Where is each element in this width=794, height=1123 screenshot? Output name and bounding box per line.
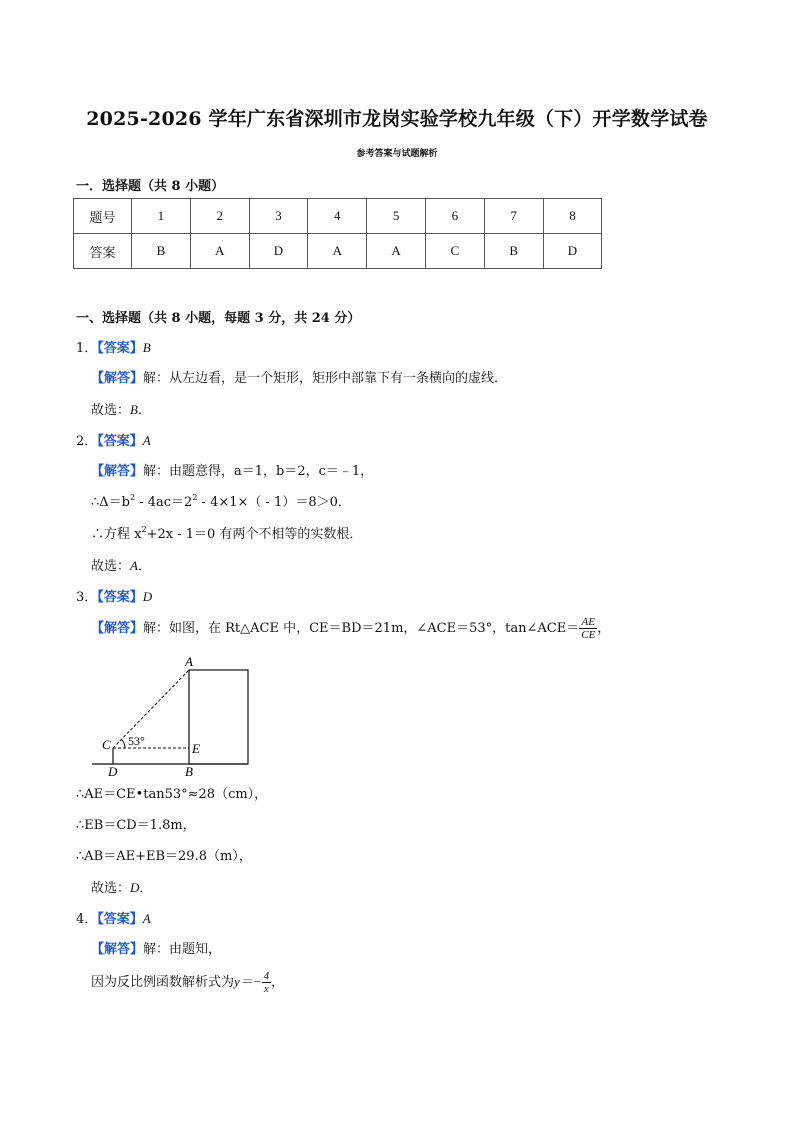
question-number: 2． [76,434,98,449]
angle-arc [121,739,125,748]
math-text: +2x - 1＝0 有两个不相等的实数根． [146,527,363,542]
answer-label: 【答案】 [97,912,143,927]
row-label-number: 题号 [74,199,132,234]
answer-cell: A [190,234,249,269]
fraction-ae-ce [579,616,597,641]
question-2-analysis [91,464,373,480]
question-4-function [91,970,284,995]
question-number-cell: 6 [425,199,484,234]
label-b: B [185,764,193,779]
answer-cell: B [484,234,543,269]
answer-cell: A [367,234,426,269]
answer-label: 【答案】 [97,590,143,605]
answer-label: 【答案】 [97,434,143,449]
math-text: ∴AB＝AE+EB＝29.8（m）， [76,849,252,864]
question-number-cell: 4 [308,199,367,234]
analysis-text: 因为反比例函数解析式为 [91,975,235,990]
question-number: 1． [76,341,98,356]
answer-cell: D [249,234,308,269]
question-number-cell: 5 [367,199,426,234]
answer-cell: D [543,234,602,269]
question-4-answer [76,911,151,928]
table-row-answers [74,234,602,269]
geometry-diagram [92,654,272,780]
analysis-punct: ， [271,975,285,990]
question-1-choice [91,402,151,419]
choice-punct: ． [137,559,151,574]
question-number-cell: 1 [132,199,191,234]
question-1-answer [76,340,151,357]
question-1-analysis [91,371,507,387]
question-3-answer [76,589,152,606]
fraction-numerator: AE [579,616,597,629]
question-number-cell: 8 [543,199,602,234]
math-text: ∴EB＝CD＝1.8m， [76,818,196,833]
row-label-answer: 答案 [74,234,132,269]
choice-text: 故选： [91,881,131,896]
analysis-text: 解：由题意得，a＝1，b＝2，c＝﹣1， [143,464,374,479]
analysis-label: 【解答】 [91,942,144,957]
question-number: 3． [76,590,98,605]
answer-value: A [142,911,151,926]
answer-value: B [142,340,151,355]
math-text: - 4ac＝2 [135,495,193,510]
fraction-4-over-x [262,970,272,995]
question-4-analysis [91,942,221,958]
math-text: ∴AE＝CE•tan53°≈28（cm）， [76,787,268,802]
question-number-cell: 7 [484,199,543,234]
analysis-text: 解：如图，在 Rt△ACE 中，CE＝BD＝21m，∠ACE＝53°，tan∠ACE＝ [143,621,580,636]
question-number: 4． [76,912,98,927]
page-title: 2025-2026 学年广东省深圳市龙岗实验学校九年级（下）开学数学试卷 [86,108,708,130]
choice-text: 故选： [91,403,131,418]
math-text: ∴Δ＝b [91,495,130,510]
table-row-numbers [74,199,602,234]
question-number-cell: 2 [190,199,249,234]
question-2-discriminant [91,495,351,511]
answer-cell: A [308,234,367,269]
question-number-cell: 3 [249,199,308,234]
label-d: D [108,764,118,779]
answer-label: 【答案】 [97,341,143,356]
label-a: A [185,654,193,669]
fraction-denominator: CE [581,629,596,641]
question-2-conclusion [91,527,362,543]
choice-value: D [130,880,140,895]
question-2-answer [76,433,151,450]
choice-text: 故选： [91,559,131,574]
question-3-step-ab [76,849,252,865]
choice-punct: ． [137,403,151,418]
analysis-punct: ， [597,621,611,636]
exponent: 2 [192,493,198,502]
exponent: 2 [141,525,147,534]
answer-value: A [142,433,151,448]
angle-label: 53° [128,734,145,748]
label-e: E [192,741,200,756]
analysis-text: 解：由题知， [143,942,222,957]
page-subtitle: 参考答案与试题解析 [356,149,438,159]
question-2-choice [91,558,151,575]
choice-value: A [130,558,138,573]
question-3-analysis [91,616,610,641]
analysis-text: 解：从左边看，是一个矩形，矩形中部靠下有一条横向的虚线． [143,371,508,386]
answer-cell: B [132,234,191,269]
choice-punct: ． [139,881,153,896]
math-text: ∴方程 x [91,527,142,542]
answer-cell: C [425,234,484,269]
question-3-step-ae [76,787,267,803]
answer-value: D [142,589,153,604]
line-ca [113,670,189,748]
analysis-label: 【解答】 [91,464,144,479]
question-3-choice [91,880,152,897]
math-text: y＝− [234,974,262,989]
section-heading-2: 一、选择题（共 8 小题，每题 3 分，共 24 分） [76,311,361,326]
fraction-numerator: 4 [263,970,270,982]
analysis-label: 【解答】 [91,621,144,636]
question-3-step-eb [76,818,196,834]
section-heading-1: 一．选择题（共 8 小题） [76,179,225,194]
answer-table [73,198,602,269]
math-text: - 4×1×（ - 1）＝8＞0． [197,495,351,510]
choice-value: B [130,402,138,417]
analysis-label: 【解答】 [91,371,144,386]
exponent: 2 [129,493,136,502]
label-c: C [102,737,111,752]
fraction-denominator: x [263,983,269,995]
